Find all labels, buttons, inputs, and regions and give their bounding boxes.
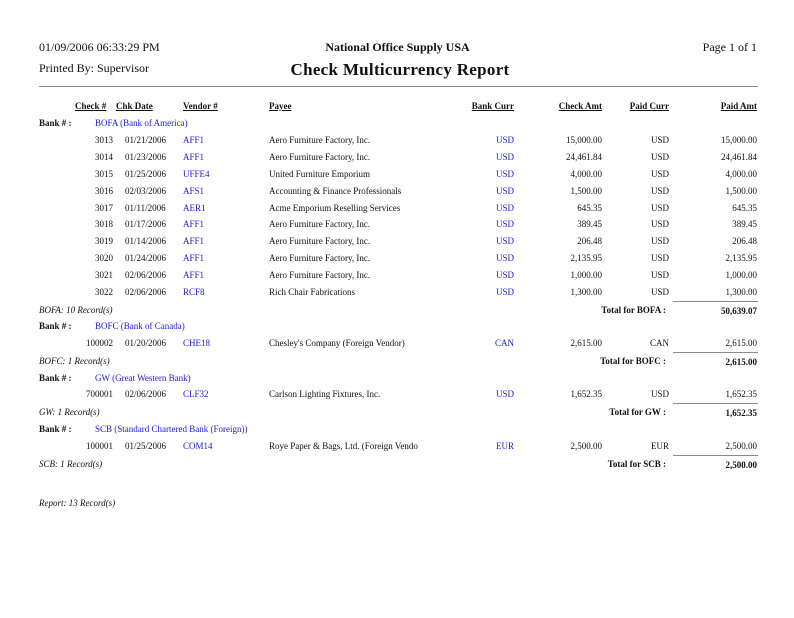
- payee-name: Carlson Lighting Fixtures, Inc.: [269, 389, 381, 400]
- bank-currency: CAN: [494, 338, 514, 349]
- group-total-amount: 2,615.00: [725, 357, 757, 368]
- subtotal-rule: [673, 403, 758, 404]
- check-number: 3019: [95, 236, 113, 247]
- check-amount: 4,000.00: [570, 168, 602, 179]
- vendor-number-link[interactable]: CLF32: [183, 389, 209, 400]
- group-total-amount: 50,639.07: [721, 305, 757, 316]
- vendor-number-link[interactable]: AFF1: [183, 270, 205, 281]
- page-number: Page 1 of 1: [702, 40, 757, 54]
- check-date: 01/11/2006: [125, 202, 166, 213]
- check-amount: 389.45: [577, 219, 602, 230]
- col-header-check-amt: Check Amt: [558, 101, 602, 111]
- group-record-count: SCB: 1 Record(s): [39, 458, 103, 469]
- vendor-number-link[interactable]: AFF1: [183, 253, 205, 264]
- bank-currency: USD: [495, 270, 514, 281]
- group-total-label: Total for BOFC :: [600, 356, 666, 367]
- paid-amount: 1,000.00: [725, 270, 757, 281]
- group-record-count: GW: 1 Record(s): [39, 407, 100, 418]
- payee-name: Aero Furniture Factory, Inc.: [269, 151, 371, 162]
- vendor-number-link[interactable]: AFF1: [183, 236, 205, 247]
- check-amount: 1,500.00: [570, 185, 602, 196]
- paid-currency: USD: [650, 151, 669, 162]
- check-date: 01/14/2006: [125, 236, 167, 247]
- bank-currency: USD: [495, 151, 514, 162]
- payee-name: Rich Chair Fabrications: [269, 287, 355, 297]
- check-date: 02/06/2006: [125, 287, 167, 297]
- paid-currency: USD: [650, 202, 669, 213]
- payee-name: Aero Furniture Factory, Inc.: [269, 236, 371, 247]
- check-number: 3014: [95, 151, 113, 162]
- bank-name-link[interactable]: SCB (Standard Chartered Bank (Foreign)): [95, 423, 248, 434]
- col-header-paid-curr: Paid Curr: [629, 101, 669, 111]
- paid-amount: 645.35: [732, 202, 757, 213]
- paid-currency: USD: [650, 287, 669, 297]
- bank-name-link[interactable]: BOFA (Bank of America): [95, 118, 188, 128]
- paid-currency: USD: [650, 270, 669, 281]
- vendor-number-link[interactable]: CHE18: [183, 338, 210, 349]
- check-number: 3018: [95, 219, 113, 230]
- bank-currency: USD: [495, 253, 514, 264]
- paid-currency: EUR: [651, 440, 669, 451]
- check-number: 3013: [95, 134, 113, 145]
- check-amount: 15,000.00: [566, 134, 602, 145]
- bank-currency: USD: [495, 287, 514, 297]
- header-rule: [39, 86, 758, 87]
- payee-name: Acme Emporium Reselling Services: [269, 202, 401, 213]
- col-header-bank-curr: Bank Curr: [471, 101, 514, 111]
- payee-name: Aero Furniture Factory, Inc.: [269, 219, 371, 230]
- paid-amount: 1,300.00: [725, 287, 757, 297]
- payee-name: Accounting & Finance Professionals: [269, 185, 402, 196]
- check-amount: 2,135.95: [570, 253, 602, 264]
- check-number: 3015: [95, 168, 113, 179]
- paid-currency: USD: [650, 253, 669, 264]
- paid-currency: USD: [650, 185, 669, 196]
- group-total-label: Total for GW :: [609, 407, 666, 418]
- check-amount: 24,461.84: [566, 151, 602, 162]
- subtotal-rule: [673, 301, 758, 302]
- bank-currency: USD: [495, 168, 514, 179]
- check-amount: 1,300.00: [570, 287, 602, 297]
- payee-name: Roye Paper & Bags, Ltd. (Foreign Vendo: [269, 440, 418, 451]
- check-date: 01/25/2006: [125, 440, 167, 451]
- payee-name: Aero Furniture Factory, Inc.: [269, 134, 371, 145]
- company-name: National Office Supply USA: [325, 40, 470, 54]
- check-number: 100001: [86, 440, 113, 451]
- check-number: 3017: [95, 202, 113, 213]
- check-amount: 645.35: [577, 202, 602, 213]
- bank-currency: USD: [495, 202, 514, 213]
- vendor-number-link[interactable]: RCF8: [183, 287, 205, 297]
- bank-currency: EUR: [496, 440, 514, 451]
- check-number: 3016: [95, 185, 113, 196]
- vendor-number-link[interactable]: UFFE4: [183, 168, 210, 179]
- payee-name: Aero Furniture Factory, Inc.: [269, 253, 371, 264]
- group-total-label: Total for SCB :: [607, 458, 666, 469]
- group-total-amount: 2,500.00: [725, 459, 757, 470]
- bank-currency: USD: [495, 134, 514, 145]
- group-record-count: BOFC: 1 Record(s): [39, 356, 110, 367]
- check-date: 02/03/2006: [125, 185, 167, 196]
- payee-name: Aero Furniture Factory, Inc.: [269, 270, 371, 281]
- vendor-number-link[interactable]: AFF1: [183, 151, 205, 162]
- paid-currency: CAN: [649, 338, 669, 349]
- payee-name: United Furniture Emporium: [269, 168, 370, 179]
- group-total-amount: 1,652.35: [725, 408, 757, 419]
- check-date: 01/17/2006: [125, 219, 167, 230]
- check-amount: 1,000.00: [570, 270, 602, 281]
- paid-amount: 1,652.35: [725, 389, 757, 400]
- bank-label: Bank # :: [39, 118, 72, 128]
- check-date: 02/06/2006: [125, 270, 167, 281]
- vendor-number-link[interactable]: COM14: [183, 440, 213, 451]
- col-header-payee: Payee: [269, 101, 292, 111]
- col-header-chk-date: Chk Date: [116, 101, 153, 111]
- paid-amount: 389.45: [732, 219, 757, 230]
- vendor-number-link[interactable]: AFF1: [183, 219, 205, 230]
- paid-amount: 206.48: [732, 236, 757, 247]
- paid-amount: 2,615.00: [725, 338, 757, 349]
- check-number: 3021: [95, 270, 113, 281]
- check-number: 3022: [95, 287, 113, 297]
- printed-by: Printed By: Supervisor: [39, 61, 149, 75]
- bank-currency: USD: [495, 219, 514, 230]
- paid-amount: 4,000.00: [725, 168, 757, 179]
- check-number: 3020: [95, 253, 113, 264]
- paid-currency: USD: [650, 168, 669, 179]
- subtotal-rule: [673, 352, 758, 353]
- check-amount: 2,615.00: [570, 338, 602, 349]
- check-date: 01/20/2006: [125, 338, 167, 349]
- vendor-number-link[interactable]: AFF1: [183, 134, 205, 145]
- paid-currency: USD: [650, 389, 669, 400]
- check-number: 700001: [86, 389, 113, 400]
- bank-label: Bank # :: [39, 372, 72, 383]
- check-date: 01/25/2006: [125, 168, 167, 179]
- paid-amount: 15,000.00: [721, 134, 757, 145]
- bank-currency: USD: [495, 185, 514, 196]
- check-date: 02/06/2006: [125, 389, 167, 400]
- check-date: 01/24/2006: [125, 253, 167, 264]
- paid-amount: 1,500.00: [725, 185, 757, 196]
- bank-label: Bank # :: [39, 321, 72, 332]
- check-number: 100002: [86, 338, 113, 349]
- vendor-number-link[interactable]: AFS1: [183, 185, 205, 196]
- print-datetime: 01/09/2006 06:33:29 PM: [39, 40, 160, 54]
- check-date: 01/21/2006: [125, 134, 167, 145]
- vendor-number-link[interactable]: AER1: [183, 202, 206, 213]
- paid-currency: USD: [650, 236, 669, 247]
- paid-amount: 2,500.00: [725, 440, 757, 451]
- group-total-label: Total for BOFA :: [601, 304, 666, 315]
- paid-amount: 2,135.95: [725, 253, 757, 264]
- group-record-count: BOFA: 10 Record(s): [39, 304, 113, 315]
- col-header-vendor-no: Vendor #: [183, 101, 218, 111]
- payee-name: Chesley's Company (Foreign Vendor): [269, 338, 405, 349]
- report-title: Check Multicurrency Report: [290, 60, 510, 79]
- check-amount: 206.48: [577, 236, 602, 247]
- col-header-check-no: Check #: [75, 101, 107, 111]
- bank-currency: USD: [495, 389, 514, 400]
- paid-currency: USD: [650, 134, 669, 145]
- check-amount: 1,652.35: [570, 389, 602, 400]
- report-record-count: Report: 13 Record(s): [39, 498, 116, 508]
- col-header-paid-amt: Paid Amt: [720, 101, 757, 111]
- paid-currency: USD: [650, 219, 669, 230]
- bank-label: Bank # :: [39, 423, 72, 434]
- check-amount: 2,500.00: [570, 440, 602, 451]
- check-date: 01/23/2006: [125, 151, 167, 162]
- subtotal-rule: [673, 455, 758, 456]
- bank-currency: USD: [495, 236, 514, 247]
- bank-name-link[interactable]: GW (Great Western Bank): [95, 372, 191, 383]
- bank-name-link[interactable]: BOFC (Bank of Canada): [95, 321, 185, 332]
- paid-amount: 24,461.84: [721, 151, 757, 162]
